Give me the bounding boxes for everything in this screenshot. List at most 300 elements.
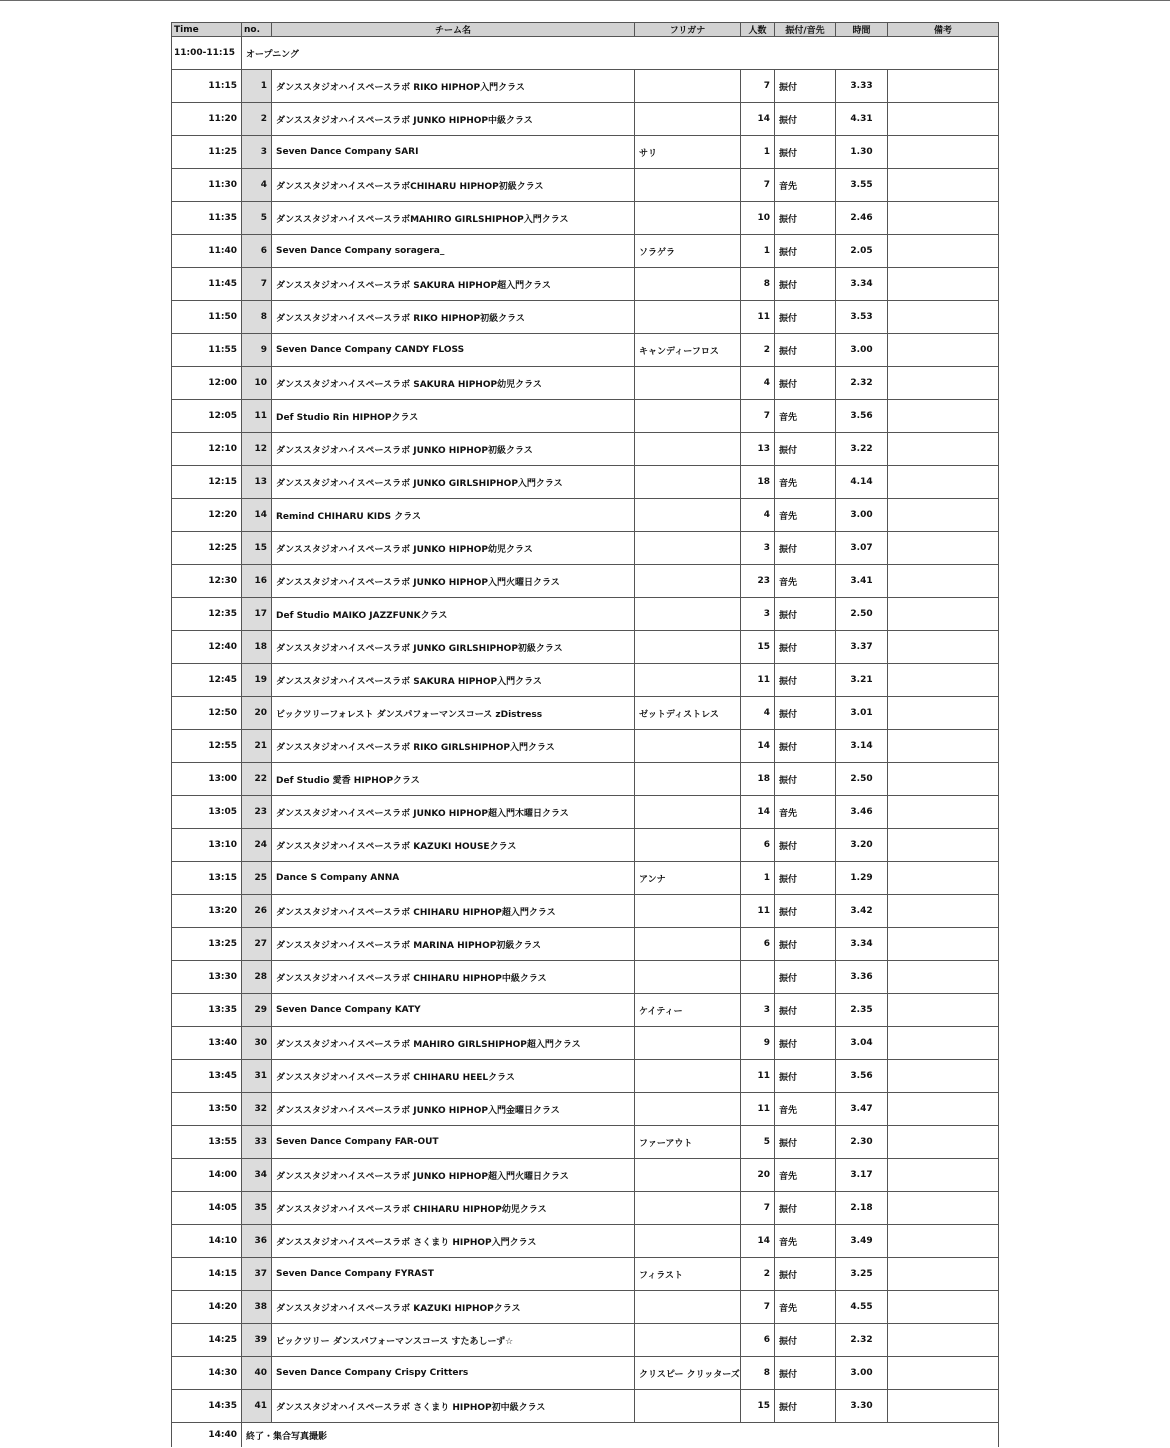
row-no: 40 bbox=[242, 1357, 272, 1390]
row-time: 13:50 bbox=[172, 1093, 242, 1126]
row-team: ダンススタジオハイスペースラボ SAKURA HIPHOP超入門クラス bbox=[272, 268, 635, 301]
row-duration: 3.34 bbox=[836, 928, 888, 961]
row-no: 33 bbox=[242, 1126, 272, 1159]
row-count: 1 bbox=[741, 862, 775, 895]
row-time: 13:20 bbox=[172, 895, 242, 928]
row-duration: 2.50 bbox=[836, 763, 888, 796]
row-furigana: フィラスト bbox=[635, 1258, 741, 1291]
row-count: 6 bbox=[741, 1324, 775, 1357]
row-duration: 3.00 bbox=[836, 334, 888, 367]
row-notes bbox=[888, 1390, 999, 1423]
row-type: 音先 bbox=[775, 1093, 836, 1126]
row-duration: 3.07 bbox=[836, 532, 888, 565]
row-furigana bbox=[635, 367, 741, 400]
row-team: Seven Dance Company soragera_ bbox=[272, 235, 635, 268]
row-type: 振付 bbox=[775, 862, 836, 895]
row-team: Seven Dance Company Crispy Critters bbox=[272, 1357, 635, 1390]
row-notes bbox=[888, 796, 999, 829]
row-team: Def Studio Rin HIPHOPクラス bbox=[272, 400, 635, 433]
row-count: 13 bbox=[741, 433, 775, 466]
row-duration: 4.31 bbox=[836, 103, 888, 136]
row-no: 34 bbox=[242, 1159, 272, 1192]
row-furigana bbox=[635, 400, 741, 433]
row-time: 12:05 bbox=[172, 400, 242, 433]
row-notes bbox=[888, 334, 999, 367]
table-row bbox=[172, 1159, 999, 1192]
row-team: Seven Dance Company FAR-OUT bbox=[272, 1126, 635, 1159]
row-no: 11 bbox=[242, 400, 272, 433]
row-time: 11:20 bbox=[172, 103, 242, 136]
row-team: ダンススタジオハイスペースラボ JUNKO HIPHOP幼児クラス bbox=[272, 532, 635, 565]
row-notes bbox=[888, 532, 999, 565]
row-time: 13:10 bbox=[172, 829, 242, 862]
row-type: 音先 bbox=[775, 1291, 836, 1324]
row-type: 振付 bbox=[775, 367, 836, 400]
table-row bbox=[172, 961, 999, 994]
table-row bbox=[172, 796, 999, 829]
row-furigana bbox=[635, 301, 741, 334]
row-furigana bbox=[635, 1060, 741, 1093]
row-time: 13:05 bbox=[172, 796, 242, 829]
row-furigana bbox=[635, 1390, 741, 1423]
row-no: 4 bbox=[242, 169, 272, 202]
row-furigana bbox=[635, 103, 741, 136]
row-time: 11:35 bbox=[172, 202, 242, 235]
row-count: 7 bbox=[741, 400, 775, 433]
row-count: 14 bbox=[741, 103, 775, 136]
table-row bbox=[172, 1192, 999, 1225]
row-count: 8 bbox=[741, 1357, 775, 1390]
row-duration: 3.00 bbox=[836, 1357, 888, 1390]
row-type: 振付 bbox=[775, 961, 836, 994]
row-team: Dance S Company ANNA bbox=[272, 862, 635, 895]
row-furigana bbox=[635, 730, 741, 763]
row-notes bbox=[888, 631, 999, 664]
row-duration: 1.30 bbox=[836, 136, 888, 169]
row-duration: 3.46 bbox=[836, 796, 888, 829]
row-duration: 3.17 bbox=[836, 1159, 888, 1192]
row-duration: 2.35 bbox=[836, 994, 888, 1027]
row-notes bbox=[888, 895, 999, 928]
row-team: ダンススタジオハイスペースラボ JUNKO GIRLSHIPHOP初級クラス bbox=[272, 631, 635, 664]
row-time: 13:40 bbox=[172, 1027, 242, 1060]
row-team: ダンススタジオハイスペースラボ RIKO GIRLSHIPHOP入門クラス bbox=[272, 730, 635, 763]
opening-time: 11:00-11:15 bbox=[172, 37, 242, 70]
row-no: 39 bbox=[242, 1324, 272, 1357]
table-row bbox=[172, 565, 999, 598]
header-team: チーム名 bbox=[272, 23, 635, 37]
table-row bbox=[172, 103, 999, 136]
row-duration: 3.22 bbox=[836, 433, 888, 466]
opening-row bbox=[172, 37, 999, 70]
row-type: 振付 bbox=[775, 1192, 836, 1225]
row-type: 振付 bbox=[775, 631, 836, 664]
row-count: 3 bbox=[741, 994, 775, 1027]
row-type: 音先 bbox=[775, 565, 836, 598]
row-duration: 2.18 bbox=[836, 1192, 888, 1225]
row-notes bbox=[888, 1159, 999, 1192]
row-count: 14 bbox=[741, 1225, 775, 1258]
header-notes: 備考 bbox=[888, 23, 999, 37]
row-count: 7 bbox=[741, 70, 775, 103]
table-row bbox=[172, 301, 999, 334]
row-type: 振付 bbox=[775, 1324, 836, 1357]
row-no: 32 bbox=[242, 1093, 272, 1126]
row-time: 13:15 bbox=[172, 862, 242, 895]
row-notes bbox=[888, 169, 999, 202]
table-row bbox=[172, 598, 999, 631]
row-type: 振付 bbox=[775, 268, 836, 301]
row-duration: 3.42 bbox=[836, 895, 888, 928]
row-no: 28 bbox=[242, 961, 272, 994]
row-furigana: ファーアウト bbox=[635, 1126, 741, 1159]
row-no: 25 bbox=[242, 862, 272, 895]
row-time: 11:55 bbox=[172, 334, 242, 367]
row-no: 16 bbox=[242, 565, 272, 598]
table-row bbox=[172, 1093, 999, 1126]
row-team: Def Studio 愛香 HIPHOPクラス bbox=[272, 763, 635, 796]
row-no: 36 bbox=[242, 1225, 272, 1258]
row-time: 14:35 bbox=[172, 1390, 242, 1423]
row-count: 7 bbox=[741, 1291, 775, 1324]
row-duration: 3.56 bbox=[836, 400, 888, 433]
row-no: 30 bbox=[242, 1027, 272, 1060]
table-row bbox=[172, 532, 999, 565]
row-duration: 4.55 bbox=[836, 1291, 888, 1324]
row-furigana bbox=[635, 763, 741, 796]
table-row bbox=[172, 1027, 999, 1060]
table-row bbox=[172, 499, 999, 532]
row-type: 振付 bbox=[775, 829, 836, 862]
row-furigana bbox=[635, 598, 741, 631]
row-team: ダンススタジオハイスペースラボ SAKURA HIPHOP入門クラス bbox=[272, 664, 635, 697]
row-count: 4 bbox=[741, 367, 775, 400]
row-type: 振付 bbox=[775, 895, 836, 928]
row-team: ダンススタジオハイスペースラボ SAKURA HIPHOP幼児クラス bbox=[272, 367, 635, 400]
header-no: no. bbox=[242, 23, 272, 37]
row-type: 振付 bbox=[775, 598, 836, 631]
row-duration: 3.49 bbox=[836, 1225, 888, 1258]
row-furigana bbox=[635, 1093, 741, 1126]
row-time: 12:45 bbox=[172, 664, 242, 697]
row-count: 11 bbox=[741, 895, 775, 928]
row-notes bbox=[888, 961, 999, 994]
row-duration: 3.14 bbox=[836, 730, 888, 763]
row-duration: 3.41 bbox=[836, 565, 888, 598]
row-count: 4 bbox=[741, 499, 775, 532]
row-duration: 4.14 bbox=[836, 466, 888, 499]
row-notes bbox=[888, 598, 999, 631]
row-time: 14:20 bbox=[172, 1291, 242, 1324]
row-notes bbox=[888, 1192, 999, 1225]
row-count: 2 bbox=[741, 334, 775, 367]
row-time: 13:45 bbox=[172, 1060, 242, 1093]
row-notes bbox=[888, 928, 999, 961]
row-no: 41 bbox=[242, 1390, 272, 1423]
row-furigana: ケイティー bbox=[635, 994, 741, 1027]
header-row bbox=[172, 23, 999, 37]
row-furigana bbox=[635, 928, 741, 961]
row-no: 26 bbox=[242, 895, 272, 928]
row-no: 20 bbox=[242, 697, 272, 730]
row-notes bbox=[888, 499, 999, 532]
row-no: 17 bbox=[242, 598, 272, 631]
row-no: 38 bbox=[242, 1291, 272, 1324]
row-type: 振付 bbox=[775, 730, 836, 763]
table-row bbox=[172, 730, 999, 763]
row-no: 31 bbox=[242, 1060, 272, 1093]
row-notes bbox=[888, 697, 999, 730]
row-duration: 3.21 bbox=[836, 664, 888, 697]
row-time: 11:30 bbox=[172, 169, 242, 202]
row-furigana bbox=[635, 796, 741, 829]
table-row bbox=[172, 1225, 999, 1258]
table-row bbox=[172, 763, 999, 796]
row-furigana bbox=[635, 70, 741, 103]
row-count: 10 bbox=[741, 202, 775, 235]
closing-row bbox=[172, 1423, 999, 1448]
row-type: 振付 bbox=[775, 103, 836, 136]
row-type: 振付 bbox=[775, 202, 836, 235]
row-team: ダンススタジオハイスペースラボ CHIHARU HIPHOP超入門クラス bbox=[272, 895, 635, 928]
row-count: 23 bbox=[741, 565, 775, 598]
row-furigana bbox=[635, 1291, 741, 1324]
row-notes bbox=[888, 1027, 999, 1060]
row-team: ダンススタジオハイスペースラボ KAZUKI HIPHOPクラス bbox=[272, 1291, 635, 1324]
row-no: 12 bbox=[242, 433, 272, 466]
row-count: 1 bbox=[741, 136, 775, 169]
row-duration: 3.33 bbox=[836, 70, 888, 103]
row-no: 2 bbox=[242, 103, 272, 136]
row-type: 振付 bbox=[775, 1027, 836, 1060]
row-count bbox=[741, 961, 775, 994]
row-time: 13:30 bbox=[172, 961, 242, 994]
row-time: 12:20 bbox=[172, 499, 242, 532]
row-count: 7 bbox=[741, 1192, 775, 1225]
table-row bbox=[172, 664, 999, 697]
row-team: Seven Dance Company CANDY FLOSS bbox=[272, 334, 635, 367]
row-type: 振付 bbox=[775, 763, 836, 796]
table-row bbox=[172, 1060, 999, 1093]
row-type: 振付 bbox=[775, 301, 836, 334]
header-count: 人数 bbox=[741, 23, 775, 37]
row-type: 振付 bbox=[775, 1357, 836, 1390]
row-time: 12:35 bbox=[172, 598, 242, 631]
row-furigana bbox=[635, 1192, 741, 1225]
row-furigana bbox=[635, 1225, 741, 1258]
row-type: 音先 bbox=[775, 499, 836, 532]
row-furigana bbox=[635, 1027, 741, 1060]
row-count: 8 bbox=[741, 268, 775, 301]
row-notes bbox=[888, 1357, 999, 1390]
table-row bbox=[172, 433, 999, 466]
row-count: 6 bbox=[741, 928, 775, 961]
row-furigana bbox=[635, 433, 741, 466]
row-notes bbox=[888, 763, 999, 796]
table-row bbox=[172, 1390, 999, 1423]
table-row bbox=[172, 697, 999, 730]
table-row bbox=[172, 1324, 999, 1357]
table-row bbox=[172, 169, 999, 202]
row-duration: 3.53 bbox=[836, 301, 888, 334]
row-time: 12:25 bbox=[172, 532, 242, 565]
row-no: 3 bbox=[242, 136, 272, 169]
row-type: 音先 bbox=[775, 1159, 836, 1192]
table-row bbox=[172, 928, 999, 961]
row-count: 3 bbox=[741, 532, 775, 565]
row-duration: 3.47 bbox=[836, 1093, 888, 1126]
table-row bbox=[172, 631, 999, 664]
row-count: 1 bbox=[741, 235, 775, 268]
row-notes bbox=[888, 1060, 999, 1093]
row-no: 23 bbox=[242, 796, 272, 829]
row-furigana bbox=[635, 565, 741, 598]
header-type: 振付/音先 bbox=[775, 23, 836, 37]
row-time: 14:10 bbox=[172, 1225, 242, 1258]
row-team: Seven Dance Company KATY bbox=[272, 994, 635, 1027]
row-type: 音先 bbox=[775, 1225, 836, 1258]
row-no: 8 bbox=[242, 301, 272, 334]
table-row bbox=[172, 136, 999, 169]
row-furigana bbox=[635, 268, 741, 301]
row-team: ビックツリーフォレスト ダンスパフォーマンスコース zDistress bbox=[272, 697, 635, 730]
row-type: 振付 bbox=[775, 433, 836, 466]
row-time: 11:50 bbox=[172, 301, 242, 334]
table-row bbox=[172, 829, 999, 862]
row-type: 音先 bbox=[775, 796, 836, 829]
row-time: 12:50 bbox=[172, 697, 242, 730]
row-duration: 3.36 bbox=[836, 961, 888, 994]
row-duration: 3.04 bbox=[836, 1027, 888, 1060]
row-count: 15 bbox=[741, 631, 775, 664]
table-row bbox=[172, 1126, 999, 1159]
row-furigana bbox=[635, 829, 741, 862]
row-count: 15 bbox=[741, 1390, 775, 1423]
row-notes bbox=[888, 1291, 999, 1324]
row-time: 11:45 bbox=[172, 268, 242, 301]
row-team: Def Studio MAIKO JAZZFUNKクラス bbox=[272, 598, 635, 631]
row-count: 20 bbox=[741, 1159, 775, 1192]
row-furigana bbox=[635, 1324, 741, 1357]
row-duration: 2.46 bbox=[836, 202, 888, 235]
row-duration: 3.55 bbox=[836, 169, 888, 202]
table-row bbox=[172, 1357, 999, 1390]
row-notes bbox=[888, 730, 999, 763]
row-furigana bbox=[635, 895, 741, 928]
top-rule bbox=[0, 0, 1170, 1]
row-team: ダンススタジオハイスペースラボ JUNKO HIPHOP入門金曜日クラス bbox=[272, 1093, 635, 1126]
row-notes bbox=[888, 862, 999, 895]
row-count: 11 bbox=[741, 664, 775, 697]
row-team: ダンススタジオハイスペースラボ JUNKO HIPHOP超入門火曜日クラス bbox=[272, 1159, 635, 1192]
row-team: ダンススタジオハイスペースラボ CHIHARU HIPHOP幼児クラス bbox=[272, 1192, 635, 1225]
row-no: 27 bbox=[242, 928, 272, 961]
row-notes bbox=[888, 466, 999, 499]
row-duration: 2.50 bbox=[836, 598, 888, 631]
table-row bbox=[172, 268, 999, 301]
row-type: 振付 bbox=[775, 664, 836, 697]
row-team: ダンススタジオハイスペースラボ JUNKO GIRLSHIPHOP入門クラス bbox=[272, 466, 635, 499]
row-team: ダンススタジオハイスペースラボ JUNKO HIPHOP初級クラス bbox=[272, 433, 635, 466]
row-time: 13:55 bbox=[172, 1126, 242, 1159]
row-no: 15 bbox=[242, 532, 272, 565]
row-time: 12:30 bbox=[172, 565, 242, 598]
row-team: ダンススタジオハイスペースラボ MAHIRO GIRLSHIPHOP超入門クラス bbox=[272, 1027, 635, 1060]
row-team: Seven Dance Company SARI bbox=[272, 136, 635, 169]
row-furigana bbox=[635, 499, 741, 532]
row-furigana bbox=[635, 202, 741, 235]
row-notes bbox=[888, 1093, 999, 1126]
row-time: 12:00 bbox=[172, 367, 242, 400]
row-notes bbox=[888, 202, 999, 235]
row-time: 12:10 bbox=[172, 433, 242, 466]
row-team: ダンススタジオハイスペースラボ RIKO HIPHOP初級クラス bbox=[272, 301, 635, 334]
row-furigana: キャンディーフロス bbox=[635, 334, 741, 367]
table-row bbox=[172, 70, 999, 103]
row-notes bbox=[888, 1126, 999, 1159]
row-time: 11:25 bbox=[172, 136, 242, 169]
row-count: 3 bbox=[741, 598, 775, 631]
row-type: 音先 bbox=[775, 466, 836, 499]
row-team: ダンススタジオハイスペースラボMAHIRO GIRLSHIPHOP入門クラス bbox=[272, 202, 635, 235]
row-no: 1 bbox=[242, 70, 272, 103]
row-duration: 3.37 bbox=[836, 631, 888, 664]
row-team: ダンススタジオハイスペースラボ CHIHARU HEELクラス bbox=[272, 1060, 635, 1093]
row-count: 6 bbox=[741, 829, 775, 862]
row-duration: 3.30 bbox=[836, 1390, 888, 1423]
row-notes bbox=[888, 1324, 999, 1357]
row-count: 18 bbox=[741, 763, 775, 796]
row-time: 14:30 bbox=[172, 1357, 242, 1390]
header-duration: 時間 bbox=[836, 23, 888, 37]
row-no: 35 bbox=[242, 1192, 272, 1225]
row-time: 11:15 bbox=[172, 70, 242, 103]
row-team: ビックツリー ダンスパフォーマンスコース すたあしーず☆ bbox=[272, 1324, 635, 1357]
row-no: 5 bbox=[242, 202, 272, 235]
row-furigana: ソラゲラ bbox=[635, 235, 741, 268]
row-team: ダンススタジオハイスペースラボ JUNKO HIPHOP超入門木曜日クラス bbox=[272, 796, 635, 829]
row-type: 振付 bbox=[775, 532, 836, 565]
row-time: 14:15 bbox=[172, 1258, 242, 1291]
row-duration: 2.30 bbox=[836, 1126, 888, 1159]
opening-label: オープニング bbox=[242, 37, 999, 70]
row-furigana bbox=[635, 961, 741, 994]
table-row bbox=[172, 1258, 999, 1291]
table-row bbox=[172, 202, 999, 235]
row-furigana bbox=[635, 664, 741, 697]
row-team: ダンススタジオハイスペースラボ さくまり HIPHOP初中級クラス bbox=[272, 1390, 635, 1423]
row-type: 音先 bbox=[775, 400, 836, 433]
row-furigana bbox=[635, 631, 741, 664]
row-notes bbox=[888, 400, 999, 433]
row-time: 13:35 bbox=[172, 994, 242, 1027]
row-team: ダンススタジオハイスペースラボ さくまり HIPHOP入門クラス bbox=[272, 1225, 635, 1258]
row-type: 振付 bbox=[775, 1126, 836, 1159]
closing-time: 14:40 bbox=[172, 1423, 242, 1448]
row-team: ダンススタジオハイスペースラボ JUNKO HIPHOP中級クラス bbox=[272, 103, 635, 136]
row-notes bbox=[888, 664, 999, 697]
row-team: ダンススタジオハイスペースラボ JUNKO HIPHOP入門火曜日クラス bbox=[272, 565, 635, 598]
row-time: 13:25 bbox=[172, 928, 242, 961]
row-team: ダンススタジオハイスペースラボ CHIHARU HIPHOP中級クラス bbox=[272, 961, 635, 994]
row-count: 9 bbox=[741, 1027, 775, 1060]
row-duration: 1.29 bbox=[836, 862, 888, 895]
row-no: 21 bbox=[242, 730, 272, 763]
row-notes bbox=[888, 829, 999, 862]
row-count: 2 bbox=[741, 1258, 775, 1291]
table-row bbox=[172, 994, 999, 1027]
row-furigana: クリスピー クリッターズ bbox=[635, 1357, 741, 1390]
